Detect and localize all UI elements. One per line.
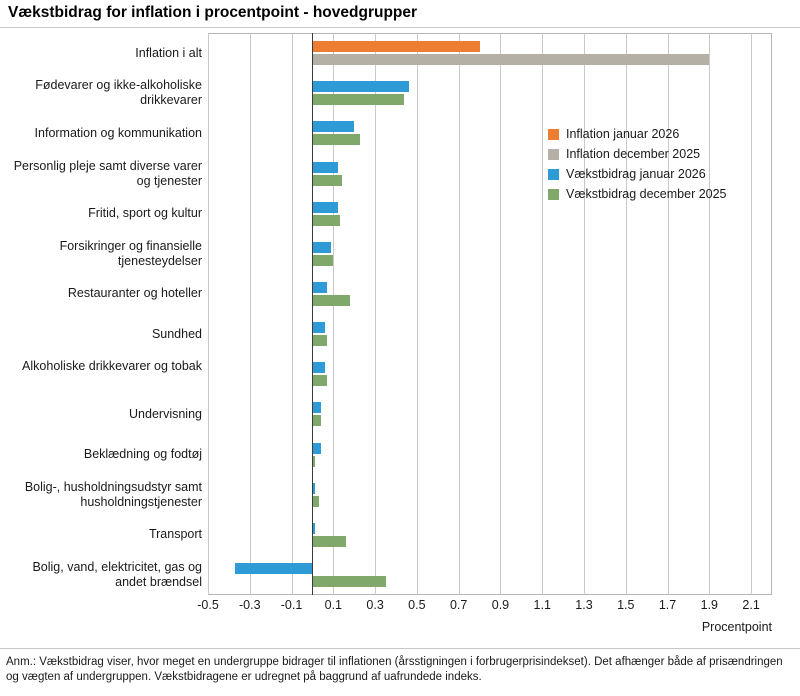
gridline [417, 33, 418, 595]
x-tick-label: 0.3 [366, 598, 384, 612]
category-label: Bolig-, husholdningsudstyr samt husholdningstjenester [24, 479, 202, 509]
legend-label: Inflation december 2025 [566, 147, 701, 161]
x-tick-label: -0.5 [197, 598, 219, 612]
legend-item [548, 124, 778, 144]
gridline [626, 33, 627, 595]
category-label: Personlig pleje samt diverse varer og tjenester [13, 158, 202, 188]
footnote-divider [0, 648, 800, 649]
plot-area [208, 33, 772, 595]
gridline [459, 33, 460, 595]
gridline [668, 33, 669, 595]
x-tick-label: 1.1 [533, 598, 551, 612]
x-tick-label: 1.3 [575, 598, 593, 612]
legend-swatch-icon [548, 149, 559, 160]
zero-axis-line [312, 33, 313, 595]
legend-item [548, 184, 778, 204]
legend-item [548, 144, 778, 164]
legend-item [548, 164, 778, 184]
x-tick-label: 2.1 [742, 598, 760, 612]
page-title: Vækstbidrag for inflation i procentpoint - hovedgrupper [8, 4, 418, 21]
bar [312, 335, 327, 346]
category-label: Alkoholiske drikkevarer og tobak [22, 359, 202, 374]
gridline [333, 33, 334, 595]
bar [312, 94, 404, 105]
bar [312, 175, 341, 186]
x-tick-label: 1.7 [658, 598, 677, 612]
bar [235, 563, 312, 574]
bar [312, 255, 333, 266]
bar [312, 443, 320, 454]
bar [312, 536, 345, 547]
category-label: Sundhed [151, 326, 202, 341]
bar [312, 576, 385, 587]
x-tick-label: 1.5 [617, 598, 635, 612]
category-label: Inflation i alt [135, 45, 202, 60]
x-tick-label: 0.5 [408, 598, 426, 612]
category-label: Forsikringer og finansielle tjenesteydelser [59, 238, 202, 268]
x-tick-label: -0.3 [238, 598, 261, 612]
legend [548, 124, 778, 204]
category-label: Bolig, vand, elektricitet, gas og andet brændsel [32, 559, 202, 589]
gridline [375, 33, 376, 595]
bar [312, 282, 327, 293]
x-axis-ticks [197, 598, 772, 618]
category-label: Undervisning [129, 406, 202, 421]
gridline [500, 33, 501, 595]
bar [312, 402, 320, 413]
bar [312, 362, 325, 373]
legend-swatch-icon [548, 129, 559, 140]
gridline [751, 33, 752, 595]
category-label: Transport [148, 527, 202, 542]
x-tick-label: 0.9 [491, 598, 510, 612]
bar [312, 375, 327, 386]
x-tick-label: -0.1 [280, 598, 303, 612]
gridline [709, 33, 710, 595]
category-label: Restauranter og hoteller [67, 286, 202, 301]
bar [312, 81, 408, 92]
bar [312, 242, 331, 253]
gridline [584, 33, 585, 595]
bar [312, 202, 337, 213]
bar [312, 121, 354, 132]
legend-swatch-icon [548, 169, 559, 180]
legend-label: Vækstbidrag januar 2026 [566, 167, 706, 181]
gridline [250, 33, 251, 595]
bar [312, 41, 479, 52]
category-axis-labels [0, 33, 202, 595]
legend-swatch-icon [548, 189, 559, 200]
title-divider [0, 27, 800, 28]
footnote: Anm.: Vækstbidrag viser, hvor meget en undergruppe bidrager til inflationen (årsstigningen i forbrugerprisindekset). Det afhænger både af prisændringen og vægten af undergruppen. Vækstbidragene er udregnet på baggrund af uafrundede indeks. [6, 656, 783, 683]
category-label: Fødevarer og ikke-alkoholiske drikkevarer [35, 78, 202, 108]
x-axis-title: Procentpoint [701, 620, 772, 634]
category-label: Beklædning og fodtøj [83, 447, 202, 461]
x-tick-label: 0.1 [324, 598, 343, 612]
gridline [292, 33, 293, 595]
bar [312, 415, 320, 426]
bar [312, 295, 350, 306]
x-tick-label: 1.9 [700, 598, 719, 612]
bar [312, 162, 337, 173]
bar [312, 215, 339, 226]
bar [312, 322, 325, 333]
bar [312, 134, 360, 145]
legend-label: Inflation januar 2026 [566, 127, 680, 141]
category-label: Fritid, sport og kultur [88, 206, 202, 221]
legend-label: Vækstbidrag december 2025 [566, 187, 727, 201]
bar [312, 54, 709, 65]
x-tick-label: 0.7 [449, 598, 468, 612]
gridline [542, 33, 543, 595]
plot-frame [208, 33, 772, 595]
gridline [208, 33, 209, 595]
category-label: Information og kommunikation [34, 125, 202, 140]
